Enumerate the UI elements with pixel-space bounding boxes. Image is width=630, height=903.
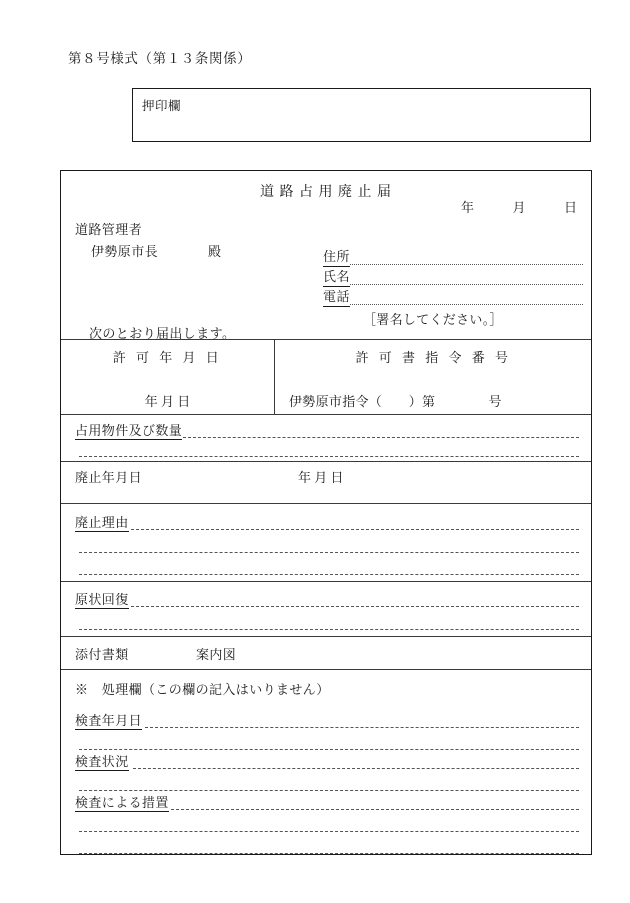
- applicant-address-input[interactable]: [350, 264, 583, 265]
- road-administrator-label: 道路管理者: [75, 222, 143, 237]
- abolish-date-label: 廃止年月日: [75, 470, 143, 485]
- permit-date-year: 年: [144, 394, 158, 409]
- divider-abolish-date-bottom: [61, 503, 591, 504]
- abolish-reason-line-1[interactable]: [131, 529, 579, 530]
- abolish-date-day: 日: [330, 470, 344, 485]
- applicant-name-input[interactable]: [350, 284, 583, 285]
- inspection-status-label: 検査状況: [75, 751, 129, 771]
- abolish-date-value[interactable]: [298, 467, 344, 486]
- inspection-measures-label: 検査による措置: [75, 792, 169, 812]
- abolish-date-year: 年: [298, 470, 312, 485]
- divider-occupancy-bottom: [61, 461, 591, 462]
- divider-abolish-reason-bottom: [61, 581, 591, 582]
- applicant-address-row[interactable]: [323, 247, 583, 267]
- mayor-honorific: 殿: [208, 244, 222, 259]
- restoration-line-1[interactable]: [131, 606, 579, 607]
- top-date-day: 日: [564, 200, 578, 215]
- abolish-reason-label: 廃止理由: [75, 512, 129, 532]
- applicant-phone-input[interactable]: [350, 304, 583, 305]
- divider-permit-top: [61, 339, 591, 340]
- permit-date-month: 月: [160, 394, 174, 409]
- applicant-name-row[interactable]: [323, 267, 583, 287]
- top-date-year: 年: [461, 200, 475, 215]
- inspection-measures-line-2[interactable]: [79, 831, 579, 832]
- applicant-phone-row[interactable]: [323, 287, 583, 307]
- form-code: 第８号様式（第１３条関係）: [68, 51, 252, 66]
- processing-heading: ※ 処理欄（この欄の記入はいりません）: [75, 682, 330, 697]
- inspection-date-line-2[interactable]: [79, 749, 579, 750]
- restoration-label: 原状回復: [75, 589, 129, 609]
- form-frame: [60, 170, 592, 855]
- divider-attachment-bottom: [61, 669, 591, 670]
- restoration-line-2[interactable]: [79, 629, 579, 630]
- stamp-box-label: 押印欄: [142, 99, 182, 113]
- inspection-status-line-1[interactable]: [133, 768, 579, 769]
- mayor-name: 伊勢原市長: [91, 244, 159, 259]
- abolish-date-month: 月: [314, 470, 328, 485]
- abolish-reason-line-2[interactable]: [79, 552, 579, 553]
- applicant-block: [323, 247, 583, 307]
- occupancy-input-line-2[interactable]: [79, 456, 579, 457]
- attachment-value: 案内図: [196, 647, 237, 662]
- inspection-measures-line-1[interactable]: [171, 809, 579, 810]
- permit-date-header: 許 可 年 月 日: [112, 350, 223, 365]
- top-date-month: 月: [512, 200, 526, 215]
- page-title: 道 路 占 用 廃 止 届: [260, 185, 392, 200]
- inspection-measures-line-3[interactable]: [79, 853, 579, 854]
- top-date-line: [461, 197, 577, 216]
- intro-text: 次のとおり届出します。: [89, 326, 236, 341]
- inspection-status-line-2[interactable]: [79, 790, 579, 791]
- inspection-date-line-1[interactable]: [145, 727, 579, 728]
- applicant-phone-label: 電話: [323, 286, 350, 307]
- occupancy-input-line-1[interactable]: [183, 437, 579, 438]
- divider-restoration-bottom: [61, 636, 591, 637]
- stamp-box[interactable]: [132, 88, 591, 142]
- attachment-label: 添付書類: [75, 647, 129, 662]
- abolish-reason-line-3[interactable]: [79, 574, 579, 575]
- occupancy-label: 占用物件及び数量: [75, 420, 182, 440]
- divider-permit-bottom: [61, 414, 591, 415]
- inspection-date-label: 検査年月日: [75, 710, 142, 730]
- permit-date-day: 日: [177, 394, 191, 409]
- permit-number-value[interactable]: 伊勢原市指令（ ）第 号: [289, 394, 502, 409]
- permit-date-value[interactable]: [61, 391, 274, 410]
- applicant-address-label: 住所: [323, 246, 350, 267]
- signature-note: ［署名してください。］: [363, 312, 503, 327]
- applicant-name-label: 氏名: [323, 266, 350, 287]
- permit-number-header: 許 可 書 指 令 番 号: [355, 350, 512, 365]
